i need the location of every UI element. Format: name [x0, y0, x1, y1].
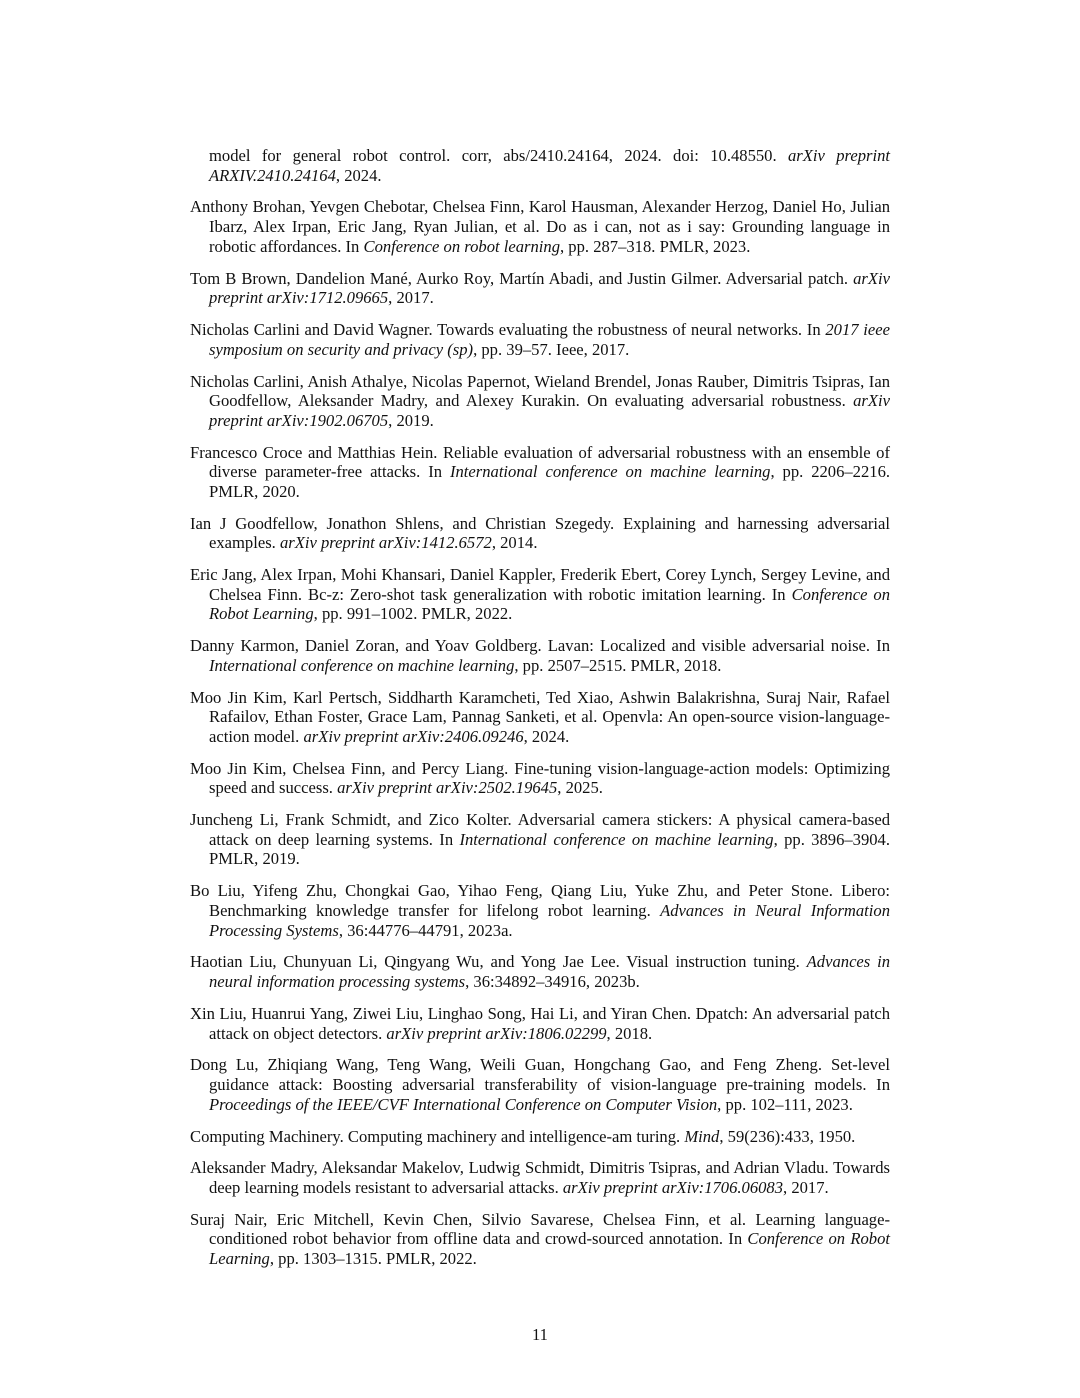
reference-venue: International conference on machine learning — [449, 462, 771, 482]
reference-text: , 2024. — [523, 726, 570, 746]
reference-text: Anthony Brohan, Yevgen Chebotar, Chelsea Finn, Karol Hausman, Alexander Herzog, Daniel Ho, Julian Ibarz, Alex Irpan, Eric Jang, Ryan Julian, et al. Do as i can, not as i say: Grounding language in robotic affordances. In — [190, 197, 890, 256]
reference-entry — [190, 1055, 890, 1114]
reference-list — [190, 146, 890, 1269]
reference-text: , pp. 1303–1315. PMLR, 2022. — [269, 1249, 477, 1269]
reference-venue: arXiv preprint arXiv:1412.6572 — [279, 533, 492, 553]
reference-text: , 2017. — [388, 288, 434, 308]
reference-venue: arXiv preprint arXiv:1902.06705 — [209, 391, 890, 430]
reference-entry — [190, 881, 890, 940]
reference-entry — [190, 636, 890, 675]
reference-entry — [190, 565, 890, 624]
reference-entry — [190, 443, 890, 502]
reference-venue: 2017 ieee symposium on security and privacy (sp) — [209, 320, 891, 359]
reference-text: , pp. 2507–2515. PMLR, 2018. — [514, 655, 722, 675]
reference-text: , pp. 2206–2216. PMLR, 2020. — [209, 462, 891, 501]
reference-text: , 2019. — [388, 410, 434, 430]
reference-venue: arXiv preprint arXiv:2502.19645 — [337, 778, 558, 798]
reference-text: , 59(236):433, 1950. — [719, 1126, 856, 1146]
reference-venue: International conference on machine learning — [459, 829, 774, 849]
reference-venue: Mind — [684, 1126, 720, 1146]
reference-entry — [190, 269, 890, 308]
page-number: 11 — [532, 1325, 548, 1344]
reference-text: , 36:44776–44791, 2023a. — [338, 920, 513, 940]
reference-venue: arXiv preprint ARXIV.2410.24164 — [209, 146, 890, 185]
reference-text: Aleksander Madry, Aleksandar Makelov, Ludwig Schmidt, Dimitris Tsipras, and Adrian Vladu. Towards deep learning models resistant to adversarial attacks. — [190, 1158, 890, 1197]
reference-text: Moo Jin Kim, Karl Pertsch, Siddharth Karamcheti, Ted Xiao, Ashwin Balakrishna, Suraj Nair, Rafael Rafailov, Ethan Foster, Grace Lam, Pannag Sanketi, et al. Openvla: An open-source vision-language-action model. — [190, 687, 890, 746]
reference-venue: arXiv preprint arXiv:1712.09665 — [209, 268, 890, 308]
reference-venue: Conference on Robot Learning — [209, 584, 891, 624]
reference-entry — [190, 688, 890, 747]
reference-entry — [190, 1004, 890, 1043]
reference-text: Francesco Croce and Matthias Hein. Reliable evaluation of adversarial robustness with an ensemble of diverse parameter-free attacks. In — [190, 442, 890, 482]
reference-text: Dong Lu, Zhiqiang Wang, Teng Wang, Weili Guan, Hongchang Gao, and Feng Zheng. Set-level guidance attack: Boosting adversarial transferability of vision-language pre-training models. In — [190, 1055, 890, 1095]
reference-text: Tom B Brown, Dandelion Mané, Aurko Roy, Martín Abadi, and Justin Gilmer. Adversarial patch. — [190, 268, 854, 288]
reference-text: Moo Jin Kim, Chelsea Finn, and Percy Liang. Fine-tuning vision-language-action models: Optimizing speed and success. — [190, 758, 890, 798]
reference-text: Xin Liu, Huanrui Yang, Ziwei Liu, Linghao Song, Hai Li, and Yiran Chen. Dpatch: An adversarial patch attack on object detectors. — [190, 1003, 890, 1043]
reference-entry — [190, 372, 890, 431]
reference-entry — [190, 1127, 890, 1147]
reference-text: , pp. 39–57. Ieee, 2017. — [473, 339, 630, 359]
reference-text: , pp. 102–111, 2023. — [717, 1094, 853, 1114]
reference-venue: International conference on machine learning — [209, 655, 515, 675]
reference-text: Juncheng Li, Frank Schmidt, and Zico Kolter. Adversarial camera stickers: A physical camera-based attack on deep learning systems. In — [190, 810, 890, 849]
reference-text: Danny Karmon, Daniel Zoran, and Yoav Goldberg. Lavan: Localized and visible adversarial noise. In — [190, 636, 890, 656]
reference-text: Haotian Liu, Chunyuan Li, Qingyang Wu, and Yong Jae Lee. Visual instruction tuning. — [190, 952, 807, 972]
reference-text: Suraj Nair, Eric Mitchell, Kevin Chen, Silvio Savarese, Chelsea Finn, et al. Learning language-conditioned robot behavior from offline data and crowd-sourced annotation. In — [190, 1209, 890, 1249]
reference-entry — [190, 1210, 890, 1269]
reference-venue: Proceedings of the IEEE/CVF International Conference on Computer Vision — [209, 1094, 718, 1114]
reference-text: , 2025. — [557, 778, 603, 798]
reference-text: , 36:34892–34916, 2023b. — [465, 972, 640, 992]
reference-entry — [190, 197, 890, 256]
reference-venue: arXiv preprint arXiv:1706.06083 — [562, 1177, 784, 1197]
reference-entry — [190, 759, 890, 798]
reference-entry — [190, 952, 890, 991]
reference-text: , 2017. — [783, 1177, 829, 1197]
reference-text: , 2024. — [335, 165, 382, 185]
reference-text: , 2014. — [491, 533, 538, 553]
reference-venue: Conference on Robot Learning — [209, 1229, 890, 1269]
reference-text: , pp. 287–318. PMLR, 2023. — [560, 236, 751, 256]
reference-text: , 2018. — [606, 1023, 653, 1043]
reference-text: Eric Jang, Alex Irpan, Mohi Khansari, Daniel Kappler, Frederik Ebert, Corey Lynch, Sergey Levine, and Chelsea Finn. Bc-z: Zero-shot task generalization with robotic imitation learning. In — [190, 565, 890, 604]
reference-text: Nicholas Carlini and David Wagner. Towards evaluating the robustness of neural networks. In — [190, 320, 826, 340]
reference-venue: Advances in neural information processing systems — [209, 952, 890, 992]
references-section — [190, 146, 890, 1281]
reference-entry — [190, 320, 890, 359]
reference-entry-continued — [190, 146, 890, 185]
reference-text: Computing Machinery. Computing machinery and intelligence-am turing. — [190, 1126, 685, 1146]
reference-text: Bo Liu, Yifeng Zhu, Chongkai Gao, Yihao Feng, Qiang Liu, Yuke Zhu, and Peter Stone. Libero: Benchmarking knowledge transfer for lifelong robot learning. — [190, 881, 890, 920]
reference-venue: arXiv preprint arXiv:2406.09246 — [303, 726, 524, 746]
reference-text: model for general robot control. corr, abs/2410.24164, 2024. doi: 10.48550. — [209, 146, 788, 165]
reference-venue: Advances in Neural Information Processing Systems — [209, 900, 890, 940]
reference-venue: arXiv preprint arXiv:1806.02299 — [386, 1023, 607, 1043]
reference-entry — [190, 514, 890, 553]
reference-text: Nicholas Carlini, Anish Athalye, Nicolas Papernot, Wieland Brendel, Jonas Rauber, Dimitris Tsipras, Ian Goodfellow, Aleksander Madry, and Alexey Kurakin. On evaluating adversarial robustness. — [190, 371, 890, 411]
reference-entry — [190, 1158, 890, 1197]
reference-venue: Conference on robot learning — [363, 236, 560, 256]
reference-text: , pp. 3896–3904. PMLR, 2019. — [209, 829, 890, 869]
reference-text: Ian J Goodfellow, Jonathon Shlens, and Christian Szegedy. Explaining and harnessing adversarial examples. — [190, 513, 890, 553]
reference-text: , pp. 991–1002. PMLR, 2022. — [313, 604, 513, 624]
reference-entry — [190, 810, 890, 869]
